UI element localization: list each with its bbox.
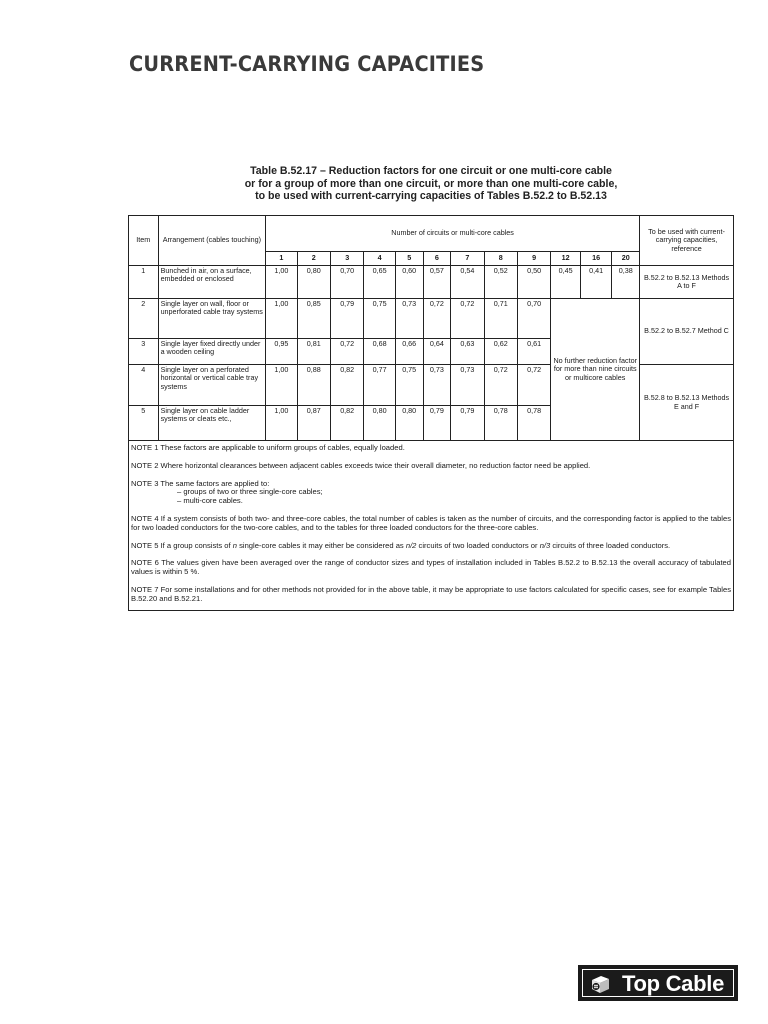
note-3-bullet: – multi-core cables. [177, 496, 243, 506]
factor-cell: 0,38 [612, 266, 640, 299]
factor-cell: 0,80 [364, 406, 395, 441]
item-number: 3 [129, 339, 159, 365]
note-5-var: n [232, 540, 237, 550]
factor-cell: 0,80 [297, 266, 330, 299]
table-row [129, 266, 734, 299]
factor-cell: 0,73 [423, 365, 451, 406]
factor-cell: 0,68 [364, 339, 395, 365]
header-count: 7 [451, 252, 484, 266]
factor-cell: 0,85 [297, 299, 330, 339]
header-number-of-circuits: Number of circuits or multi-core cables [266, 216, 640, 252]
factor-cell: 0,64 [423, 339, 451, 365]
header-count: 2 [297, 252, 330, 266]
factor-cell: 0,72 [423, 299, 451, 339]
note-3-bullet: – groups of two or three single-core cables; [177, 487, 323, 497]
factor-cell: 0,79 [423, 406, 451, 441]
factor-cell: 1,00 [266, 299, 297, 339]
factor-cell: 0,54 [451, 266, 484, 299]
page-title: CURRENT-CARRYING CAPACITIES [129, 52, 485, 76]
factor-cell: 0,79 [451, 406, 484, 441]
header-reference: To be used with current-carrying capacities, reference [640, 216, 734, 266]
reference-cell: B.52.2 to B.52.13 Methods A to F [640, 266, 734, 299]
factor-cell: 0,71 [484, 299, 517, 339]
factor-cell: 0,72 [330, 339, 363, 365]
arrangement-cell: Bunched in air, on a surface, embedded or enclosed [158, 266, 266, 299]
factor-cell: 0,87 [297, 406, 330, 441]
factor-cell: 0,65 [364, 266, 395, 299]
item-number: 2 [129, 299, 159, 339]
header-count: 6 [423, 252, 451, 266]
factor-cell: 0,45 [551, 266, 581, 299]
factor-cell: 0,66 [395, 339, 423, 365]
header-count: 3 [330, 252, 363, 266]
header-count: 4 [364, 252, 395, 266]
note-3-intro: NOTE 3 The same factors are applied to: [131, 478, 270, 488]
factor-cell: 0,70 [517, 299, 550, 339]
note-2: NOTE 2 Where horizontal clearances between adjacent cables exceeds twice their overall diameter, no reduction factor need be applied. [131, 460, 591, 470]
factor-cell: 0,75 [364, 299, 395, 339]
factor-cell: 0,78 [517, 406, 550, 441]
factor-cell: 0,79 [330, 299, 363, 339]
factor-cell: 0,70 [330, 266, 363, 299]
factor-cell: 0,60 [395, 266, 423, 299]
factor-cell: 1,00 [266, 365, 297, 406]
reference-cell: B.52.2 to B.52.7 Method C [640, 299, 734, 365]
factor-cell: 0,80 [395, 406, 423, 441]
table-caption-line: or for a group of more than one circuit, or more than one multi-core cable, [244, 177, 618, 190]
arrangement-cell: Single layer on wall, floor or unperforated cable tray systems [158, 299, 266, 339]
table-caption-line: to be used with current-carrying capacities of Tables B.52.2 to B.52.13 [255, 190, 607, 202]
factor-cell: 0,95 [266, 339, 297, 365]
note-5-text: NOTE 5 If a group consists of [131, 540, 231, 550]
note-3 [131, 480, 731, 506]
note-5-text: circuits of two loaded conductors or [418, 540, 538, 550]
arrangement-cell: Single layer on a perforated horizontal or vertical cable tray systems [158, 365, 266, 406]
factor-cell: 0,88 [297, 365, 330, 406]
note-1: NOTE 1 These factors are applicable to uniform groups of cables, equally loaded. [131, 443, 405, 452]
no-further-reduction-cell: No further reduction factor for more than nine circuits or multicore cables [551, 299, 640, 441]
reference-cell: B.52.8 to B.52.13 Methods E and F [640, 365, 734, 441]
header-count: 5 [395, 252, 423, 266]
logo-text: Top Cable [622, 971, 725, 996]
note-5-text: single-core cables it may either be considered as [239, 540, 404, 550]
note-5-var: n/2 [405, 540, 417, 550]
note-6: NOTE 6 The values given have been averaged over the range of conductor sizes and types of installation included in Tables B.52.2 to B.52.13 the overall accuracy of tabulated values is within 5 %. [131, 558, 731, 577]
note-5-text: circuits of three loaded conductors. [552, 540, 671, 550]
header-count: 12 [551, 252, 581, 266]
factor-cell: 0,78 [484, 406, 517, 441]
item-number: 4 [129, 365, 159, 406]
header-count: 20 [612, 252, 640, 266]
factor-cell: 0,57 [423, 266, 451, 299]
factor-cell: 0,81 [297, 339, 330, 365]
item-number: 5 [129, 406, 159, 441]
table-row [129, 365, 734, 406]
header-count: 1 [266, 252, 297, 266]
cable-icon [588, 972, 612, 996]
header-arrangement: Arrangement (cables touching) [158, 216, 266, 266]
table-caption [128, 165, 734, 203]
factor-cell: 0,72 [484, 365, 517, 406]
header-count: 8 [484, 252, 517, 266]
note-4: NOTE 4 If a system consists of both two- and three-core cables, the total number of cables is taken as the number of circuits, and the corresponding factor is applied to the tables for two loaded conductors for the two-core cables, and to the tables for three loaded conductors for the three-core cables. [131, 513, 731, 532]
factor-cell: 0,77 [364, 365, 395, 406]
factor-cell: 0,75 [395, 365, 423, 406]
factor-cell: 0,61 [517, 339, 550, 365]
factor-cell: 0,82 [330, 365, 363, 406]
factor-cell: 0,72 [517, 365, 550, 406]
item-number: 1 [129, 266, 159, 299]
arrangement-cell: Single layer on cable ladder systems or cleats etc., [158, 406, 266, 441]
table-row [129, 299, 734, 339]
reduction-factors-table [128, 215, 734, 611]
factor-cell: 0,72 [451, 299, 484, 339]
factor-cell: 0,73 [395, 299, 423, 339]
notes-cell [129, 441, 734, 611]
note-5-var: n/3 [539, 540, 551, 550]
note-7: NOTE 7 For some installations and for other methods not provided for in the above table, it may be appropriate to use factors calculated for specific cases, see for example Tables B.52.20 and B.52.21. [131, 584, 731, 603]
factor-cell: 0,63 [451, 339, 484, 365]
header-item: Item [129, 216, 159, 266]
note-5 [131, 542, 731, 551]
factor-cell: 0,52 [484, 266, 517, 299]
header-count: 9 [517, 252, 550, 266]
factor-cell: 1,00 [266, 266, 297, 299]
arrangement-cell: Single layer fixed directly under a wooden ceiling [158, 339, 266, 365]
header-count: 16 [580, 252, 611, 266]
factor-cell: 1,00 [266, 406, 297, 441]
factor-cell: 0,41 [580, 266, 611, 299]
factor-cell: 0,62 [484, 339, 517, 365]
factor-cell: 0,73 [451, 365, 484, 406]
factor-cell: 0,50 [517, 266, 550, 299]
table-caption-line: Table B.52.17 – Reduction factors for one circuit or one multi-core cable [250, 165, 612, 177]
top-cable-logo [578, 965, 738, 1001]
factor-cell: 0,82 [330, 406, 363, 441]
